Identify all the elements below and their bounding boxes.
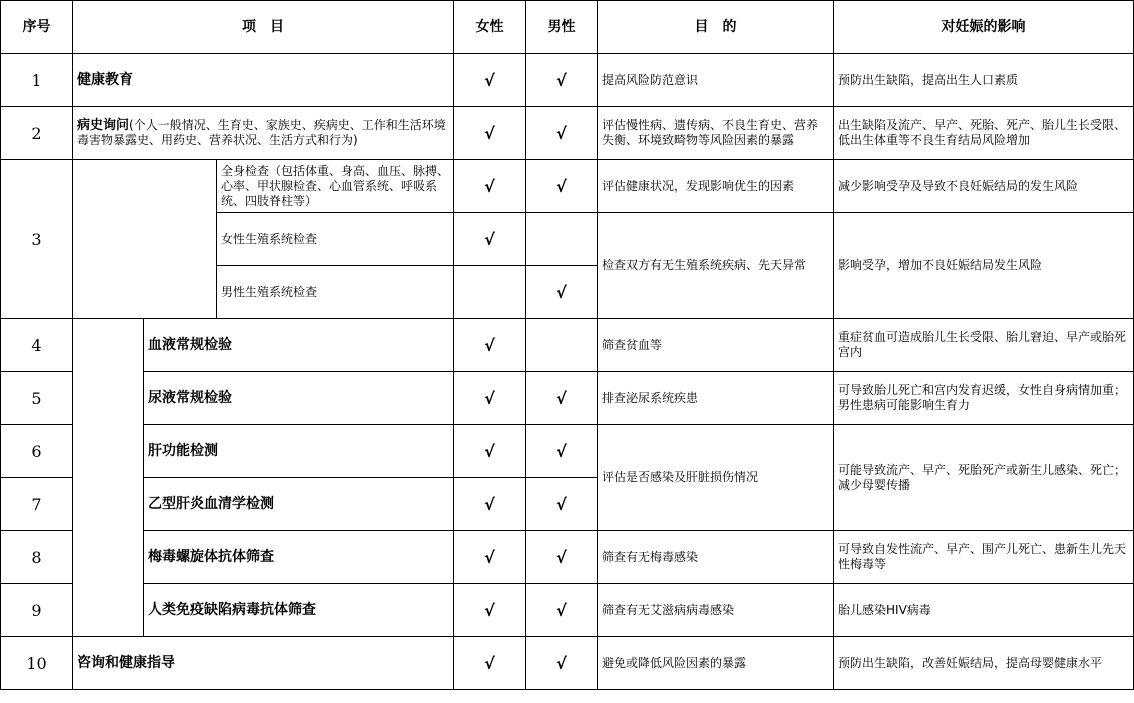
purpose-cell: 评估健康状况，发现影响优生的因素	[598, 160, 834, 213]
table-row	[1, 319, 1134, 372]
table-row	[1, 54, 1134, 107]
header-purpose: 目 的	[598, 1, 834, 54]
purpose-cell: 避免或降低风险因素的暴露	[598, 637, 834, 690]
item-cell: 咨询和健康指导	[73, 637, 454, 690]
item-cell: 全身检查（包括体重、身高、血压、脉搏、心率、甲状腺检查、心血管系统、呼吸系统、四肢脊柱等）	[217, 160, 454, 213]
female-check: √	[454, 319, 526, 372]
item-cell: 尿液常规检验	[144, 372, 454, 425]
female-check: √	[454, 425, 526, 478]
female-check: √	[454, 213, 526, 266]
purpose-cell: 评估慢性病、遗传病、不良生育史、营养失衡、环境致畸物等风险因素的暴露	[598, 107, 834, 160]
male-check: √	[526, 266, 598, 319]
purpose-cell: 排查泌尿系统疾患	[598, 372, 834, 425]
lab-group-blank-cell	[73, 319, 144, 637]
impact-cell: 可能导致流产、早产、死胎死产或新生儿感染、死亡；减少母婴传播	[834, 425, 1134, 531]
table-row	[1, 637, 1134, 690]
row-number: 2	[1, 107, 73, 160]
male-check: √	[526, 478, 598, 531]
male-empty	[526, 319, 598, 372]
header-item: 项 目	[73, 1, 454, 54]
female-check: √	[454, 637, 526, 690]
header-female: 女性	[454, 1, 526, 54]
male-check: √	[526, 531, 598, 584]
row-number: 7	[1, 478, 73, 531]
row-number: 9	[1, 584, 73, 637]
row-number: 3	[1, 160, 73, 319]
female-check: √	[454, 107, 526, 160]
male-check: √	[526, 372, 598, 425]
impact-cell: 预防出生缺陷，改善妊娠结局，提高母婴健康水平	[834, 637, 1134, 690]
impact-cell: 重症贫血可造成胎儿生长受限、胎儿窘迫、早产或胎死宫内	[834, 319, 1134, 372]
table-row	[1, 584, 1134, 637]
impact-cell: 预防出生缺陷，提高出生人口素质	[834, 54, 1134, 107]
male-check: √	[526, 425, 598, 478]
female-check: √	[454, 478, 526, 531]
purpose-cell: 提高风险防范意识	[598, 54, 834, 107]
header-male: 男性	[526, 1, 598, 54]
female-check: √	[454, 372, 526, 425]
row-number: 1	[1, 54, 73, 107]
impact-cell: 可导致胎儿死亡和宫内发育迟缓，女性自身病情加重；男性患病可能影响生育力	[834, 372, 1134, 425]
male-check: √	[526, 160, 598, 213]
item-cell: 女性生殖系统检查	[217, 213, 454, 266]
header-seq: 序号	[1, 1, 73, 54]
impact-cell: 减少影响受孕及导致不良妊娠结局的发生风险	[834, 160, 1134, 213]
purpose-cell: 评估是否感染及肝脏损伤情况	[598, 425, 834, 531]
item-cell: 肝功能检测	[144, 425, 454, 478]
male-check: √	[526, 637, 598, 690]
row-number: 4	[1, 319, 73, 372]
row-number: 8	[1, 531, 73, 584]
female-check: √	[454, 54, 526, 107]
table-row	[1, 531, 1134, 584]
row-number: 10	[1, 637, 73, 690]
table-row	[1, 160, 1134, 213]
table-row	[1, 107, 1134, 160]
purpose-cell: 筛查贫血等	[598, 319, 834, 372]
item-cell: 健康教育	[73, 54, 454, 107]
table-row	[1, 425, 1134, 478]
female-check: √	[454, 584, 526, 637]
female-empty	[454, 266, 526, 319]
purpose-cell: 检查双方有无生殖系统疾病、先天异常	[598, 213, 834, 319]
female-check: √	[454, 160, 526, 213]
male-empty	[526, 213, 598, 266]
female-check: √	[454, 531, 526, 584]
row-number: 6	[1, 425, 73, 478]
purpose-cell: 筛查有无艾滋病病毒感染	[598, 584, 834, 637]
table-row	[1, 372, 1134, 425]
male-check: √	[526, 107, 598, 160]
item-cell: 乙型肝炎血清学检测	[144, 478, 454, 531]
male-check: √	[526, 54, 598, 107]
impact-cell: 胎儿感染HIV病毒	[834, 584, 1134, 637]
item-cell: 男性生殖系统检查	[217, 266, 454, 319]
item-cell: 梅毒螺旋体抗体筛查	[144, 531, 454, 584]
item-cell	[73, 107, 454, 160]
group-blank-cell	[73, 160, 217, 319]
row-number: 5	[1, 372, 73, 425]
impact-cell: 出生缺陷及流产、早产、死胎、死产、胎儿生长受限、低出生体重等不良生育结局风险增加	[834, 107, 1134, 160]
item-detail: (个人一般情况、生育史、家族史、疾病史、工作和生活环境毒害物暴露史、用药史、营养状况、生活方式和行为)	[77, 118, 446, 147]
header-row	[1, 1, 1134, 54]
impact-cell: 可导致自发性流产、早产、围产儿死亡、患新生儿先天性梅毒等	[834, 531, 1134, 584]
item-title: 病史询问	[77, 118, 130, 133]
item-cell: 血液常规检验	[144, 319, 454, 372]
item-cell: 人类免疫缺陷病毒抗体筛查	[144, 584, 454, 637]
male-check: √	[526, 584, 598, 637]
purpose-cell: 筛查有无梅毒感染	[598, 531, 834, 584]
impact-cell: 影响受孕，增加不良妊娠结局发生风险	[834, 213, 1134, 319]
header-impact: 对妊娠的影响	[834, 1, 1134, 54]
